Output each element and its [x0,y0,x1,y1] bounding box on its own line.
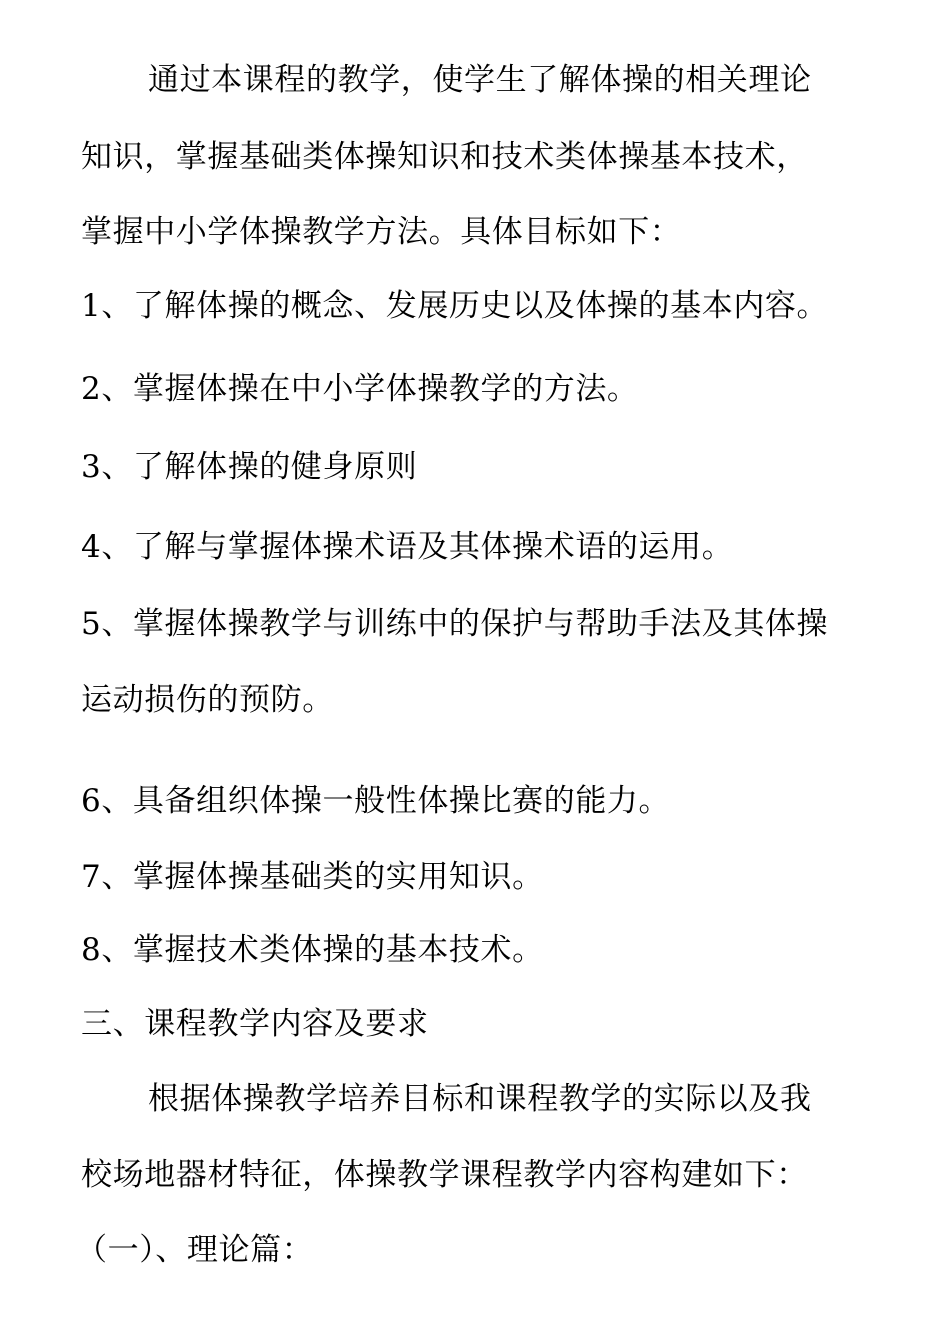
objective-3: 3、了解体操的健身原则 [81,449,418,485]
objective-4: 4、了解与掌握体操术语及其体操术语的运用。 [81,529,734,565]
section-body-line-2: 校场地器材特征，体操教学课程教学内容构建如下： [81,1157,808,1193]
objective-7: 7、掌握体操基础类的实用知识。 [81,859,544,895]
objective-5: 5、掌握体操教学与训练中的保护与帮助手法及其体操 [81,606,829,642]
section-body-line-1: 根据体操教学培养目标和课程教学的实际以及我 [148,1081,812,1117]
intro-line-1: 通过本课程的教学，使学生了解体操的相关理论 [148,62,812,98]
section-heading: 三、课程教学内容及要求 [81,1006,429,1042]
objective-2: 2、掌握体操在中小学体操教学的方法。 [81,371,639,407]
objective-6: 6、具备组织体操一般性体操比赛的能力。 [81,783,671,819]
objective-5-continued: 运动损伤的预防。 [81,682,334,718]
objective-8: 8、掌握技术类体操的基本技术。 [81,932,544,968]
subheading-theory: （一）、理论篇： [76,1232,314,1268]
intro-line-3: 掌握中小学体操教学方法。具体目标如下： [81,214,682,250]
intro-line-2: 知识，掌握基础类体操知识和技术类体操基本技术， [81,139,808,175]
objective-1: 1、了解体操的概念、发展历史以及体操的基本内容。 [81,288,829,324]
